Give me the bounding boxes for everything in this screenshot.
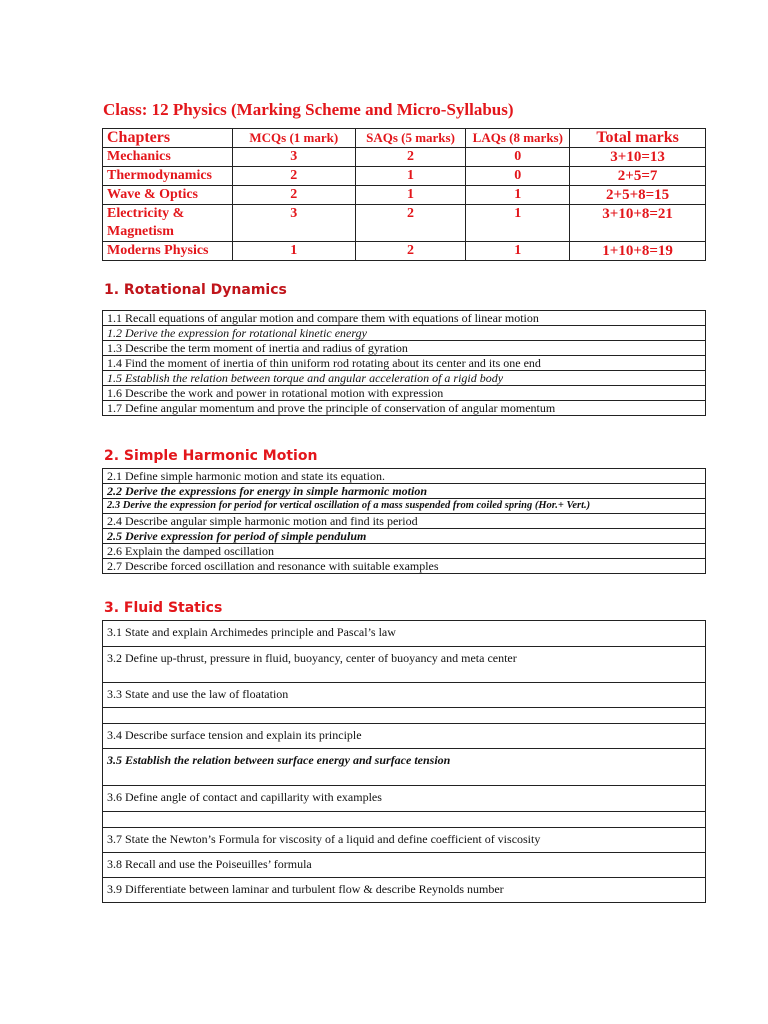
mcq-cell: 2: [232, 186, 355, 205]
simple-harmonic-motion-table: [102, 468, 706, 574]
table-row: [103, 529, 706, 544]
syllabus-item: 3.5 Establish the relation between surface energy and surface tension: [103, 749, 706, 786]
laq-cell: 1: [466, 186, 570, 205]
table-row: [103, 167, 706, 186]
table-row: [103, 544, 706, 559]
syllabus-item: 3.2 Define up-thrust, pressure in fluid, buoyancy, center of buoyancy and meta center: [103, 647, 706, 683]
syllabus-item: 3.7 State the Newton’s Formula for viscosity of a liquid and define coefficient of viscosity: [103, 828, 706, 853]
syllabus-item: 2.2 Derive the expressions for energy in simple harmonic motion: [103, 484, 706, 499]
table-row: [103, 749, 706, 786]
table-row: [103, 484, 706, 499]
table-row: [103, 205, 706, 242]
fluid-statics-table: [102, 620, 706, 903]
syllabus-item: 3.4 Describe surface tension and explain its principle: [103, 724, 706, 749]
section-title-rotational-dynamics: 1. Rotational Dynamics: [104, 282, 287, 298]
laq-cell: 0: [466, 148, 570, 167]
table-row: [103, 341, 706, 356]
header-mcqs: MCQs (1 mark): [232, 129, 355, 148]
table-header-row: [103, 129, 706, 148]
syllabus-item: 3.3 State and use the law of floatation: [103, 683, 706, 708]
chapter-cell: Moderns Physics: [103, 242, 233, 261]
table-row: [103, 724, 706, 749]
saq-cell: 2: [355, 148, 466, 167]
header-total-marks: Total marks: [570, 129, 706, 148]
syllabus-item: 1.6 Describe the work and power in rotational motion with expression: [103, 386, 706, 401]
table-row: [103, 853, 706, 878]
laq-cell: 1: [466, 242, 570, 261]
table-row: [103, 786, 706, 812]
table-row: [103, 326, 706, 341]
rotational-dynamics-table: [102, 310, 706, 416]
table-row: [103, 242, 706, 261]
total-cell: 3+10+8=21: [570, 205, 706, 242]
mcq-cell: 3: [232, 148, 355, 167]
chapter-cell: Mechanics: [103, 148, 233, 167]
table-row: [103, 356, 706, 371]
syllabus-item: 1.4 Find the moment of inertia of thin uniform rod rotating about its center and its one end: [103, 356, 706, 371]
saq-cell: 2: [355, 205, 466, 242]
saq-cell: 1: [355, 186, 466, 205]
table-row: [103, 499, 706, 514]
total-cell: 3+10=13: [570, 148, 706, 167]
syllabus-item: 3.8 Recall and use the Poiseuilles’ formula: [103, 853, 706, 878]
table-row: [103, 148, 706, 167]
laq-cell: 1: [466, 205, 570, 242]
table-row: [103, 683, 706, 708]
empty-row: [103, 812, 706, 828]
syllabus-item: 3.6 Define angle of contact and capillarity with examples: [103, 786, 706, 812]
table-row: [103, 878, 706, 903]
saq-cell: 2: [355, 242, 466, 261]
table-row: [103, 386, 706, 401]
mcq-cell: 2: [232, 167, 355, 186]
chapter-cell: Wave & Optics: [103, 186, 233, 205]
total-cell: 1+10+8=19: [570, 242, 706, 261]
syllabus-item: 1.5 Establish the relation between torque and angular acceleration of a rigid body: [103, 371, 706, 386]
syllabus-item: 2.3 Derive the expression for period for vertical oscillation of a mass suspended from coiled spring (Hor.+ Vert.): [103, 499, 706, 514]
table-row: [103, 559, 706, 574]
syllabus-item: 2.5 Derive expression for period of simple pendulum: [103, 529, 706, 544]
marking-scheme-table: [102, 128, 706, 261]
syllabus-item: 3.1 State and explain Archimedes principle and Pascal’s law: [103, 621, 706, 647]
header-saqs: SAQs (5 marks): [355, 129, 466, 148]
section-title-fluid-statics: 3. Fluid Statics: [104, 600, 223, 616]
table-row: [103, 311, 706, 326]
page-title: Class: 12 Physics (Marking Scheme and Micro-Syllabus): [103, 100, 514, 119]
total-cell: 2+5+8=15: [570, 186, 706, 205]
mcq-cell: 3: [232, 205, 355, 242]
table-row: [103, 469, 706, 484]
chapter-cell: Electricity & Magnetism: [103, 205, 233, 242]
saq-cell: 1: [355, 167, 466, 186]
table-row: [103, 401, 706, 416]
empty-cell: [103, 708, 706, 724]
table-row: [103, 371, 706, 386]
syllabus-item: 1.7 Define angular momentum and prove the principle of conservation of angular momentum: [103, 401, 706, 416]
syllabus-item: 2.7 Describe forced oscillation and resonance with suitable examples: [103, 559, 706, 574]
syllabus-item: 3.9 Differentiate between laminar and turbulent flow & describe Reynolds number: [103, 878, 706, 903]
syllabus-item: 1.3 Describe the term moment of inertia and radius of gyration: [103, 341, 706, 356]
mcq-cell: 1: [232, 242, 355, 261]
empty-row: [103, 708, 706, 724]
section-title-simple-harmonic-motion: 2. Simple Harmonic Motion: [104, 448, 318, 464]
table-row: [103, 621, 706, 647]
header-chapters: Chapters: [103, 129, 233, 148]
table-row: [103, 828, 706, 853]
syllabus-item: 1.1 Recall equations of angular motion and compare them with equations of linear motion: [103, 311, 706, 326]
syllabus-item: 2.1 Define simple harmonic motion and state its equation.: [103, 469, 706, 484]
table-row: [103, 647, 706, 683]
table-row: [103, 514, 706, 529]
laq-cell: 0: [466, 167, 570, 186]
chapter-cell: Thermodynamics: [103, 167, 233, 186]
total-cell: 2+5=7: [570, 167, 706, 186]
header-laqs: LAQs (8 marks): [466, 129, 570, 148]
syllabus-item: 2.4 Describe angular simple harmonic motion and find its period: [103, 514, 706, 529]
syllabus-item: 2.6 Explain the damped oscillation: [103, 544, 706, 559]
empty-cell: [103, 812, 706, 828]
table-row: [103, 186, 706, 205]
syllabus-item: 1.2 Derive the expression for rotational kinetic energy: [103, 326, 706, 341]
